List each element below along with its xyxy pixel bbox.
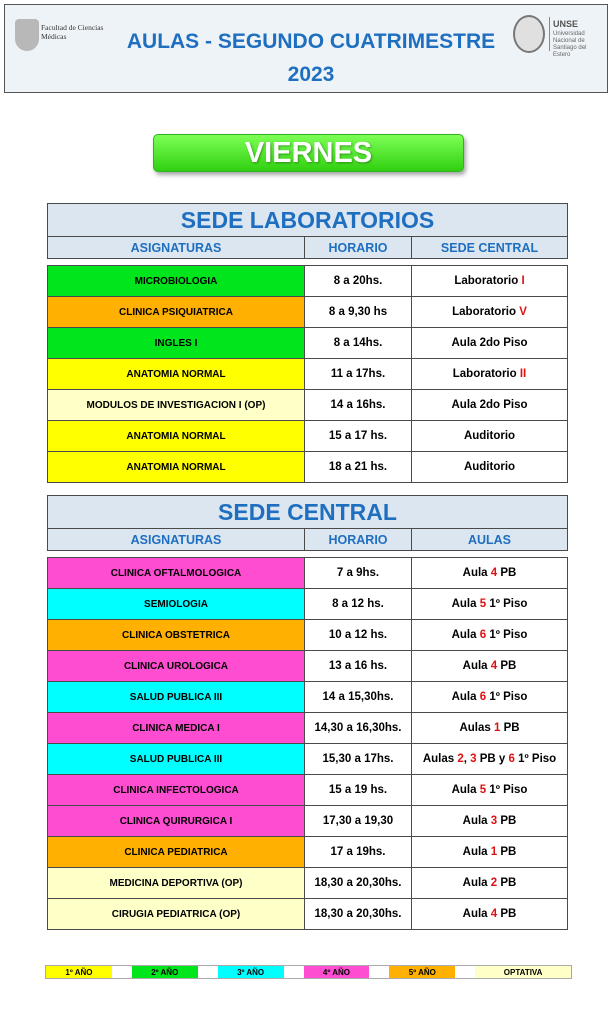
table-row	[48, 899, 568, 930]
room-number: 3	[470, 753, 477, 765]
table-row	[48, 359, 568, 390]
room-cell	[412, 868, 568, 899]
time-cell: 13 a 16 hs.	[305, 651, 412, 682]
table-row	[48, 651, 568, 682]
room-number: 3	[490, 815, 498, 827]
table-row	[48, 558, 568, 589]
room-cell	[412, 359, 568, 390]
time-cell: 14 a 15,30hs.	[305, 682, 412, 713]
table-row	[48, 266, 568, 297]
room-text: 1º Piso	[486, 784, 528, 796]
legend-spacer	[284, 966, 304, 978]
room-cell	[412, 744, 568, 775]
room-text: 1º Piso	[486, 629, 528, 641]
room-number: 1	[493, 722, 501, 734]
time-cell: 18 a 21 hs.	[305, 452, 412, 483]
room-text: Aula	[462, 846, 491, 858]
room-number: 2	[457, 753, 464, 765]
time-cell: 17,30 a 19,30	[305, 806, 412, 837]
room-text: Aula	[451, 629, 480, 641]
time-cell: 15 a 17 hs.	[305, 421, 412, 452]
time-cell: 18,30 a 20,30hs.	[305, 868, 412, 899]
table-row	[48, 390, 568, 421]
time-cell: 18,30 a 20,30hs.	[305, 899, 412, 930]
room-text: PB	[500, 722, 520, 734]
room-text: Laboratorio	[452, 306, 520, 318]
room-cell	[412, 589, 568, 620]
room-number: 1	[490, 846, 498, 858]
subject-cell: CLINICA QUIRURGICA I	[48, 806, 305, 837]
room-text: Aula	[451, 598, 480, 610]
room-text: Aulas	[422, 753, 458, 765]
time-cell: 15,30 a 17hs.	[305, 744, 412, 775]
legend-item: 1º AÑO	[46, 966, 112, 978]
time-cell: 11 a 17hs.	[305, 359, 412, 390]
subject-cell: ANATOMIA NORMAL	[48, 359, 305, 390]
room-cell	[412, 713, 568, 744]
time-cell: 10 a 12 hs.	[305, 620, 412, 651]
table-row	[48, 775, 568, 806]
legend-item: 2º AÑO	[132, 966, 198, 978]
unse-acronym: UNSE	[553, 19, 579, 29]
title-line-1: AULAS - SEGUNDO CUATRIMESTRE	[126, 30, 496, 53]
legend-spacer	[198, 966, 218, 978]
table-row	[48, 297, 568, 328]
lab-header-subjects: ASIGNATURAS	[48, 237, 305, 259]
room-text: Aulas	[459, 722, 494, 734]
room-text: ,	[463, 753, 471, 765]
room-text: 1º Piso	[486, 691, 528, 703]
page-title	[95, 25, 527, 91]
room-number: 6	[508, 753, 515, 765]
room-cell	[412, 558, 568, 589]
legend-item: OPTATIVA	[475, 966, 571, 978]
room-cell	[412, 899, 568, 930]
central-section-title: SEDE CENTRAL	[48, 496, 568, 529]
subject-cell: CLINICA UROLOGICA	[48, 651, 305, 682]
unse-full-name: Universidad Nacional de Santiago del Estero	[553, 31, 587, 58]
room-text: Aula	[462, 908, 491, 920]
subject-cell: SALUD PUBLICA III	[48, 744, 305, 775]
university-seal-icon	[513, 15, 545, 53]
legend-item: 5º AÑO	[389, 966, 455, 978]
time-cell: 8 a 14hs.	[305, 328, 412, 359]
table-row	[48, 837, 568, 868]
room-number: 4	[490, 567, 498, 579]
header-banner	[4, 4, 608, 93]
time-cell: 8 a 12 hs.	[305, 589, 412, 620]
subject-cell: CLINICA OBSTETRICA	[48, 620, 305, 651]
subject-cell: SEMIOLOGIA	[48, 589, 305, 620]
room-text: Aula 2do Piso	[451, 399, 528, 411]
unse-logo	[513, 15, 605, 59]
room-text: PB	[497, 846, 517, 858]
room-cell	[412, 620, 568, 651]
room-text: PB	[497, 567, 517, 579]
subject-cell: ANATOMIA NORMAL	[48, 452, 305, 483]
table-row	[48, 713, 568, 744]
room-text: PB	[497, 908, 517, 920]
table-row	[48, 589, 568, 620]
room-text: 1º Piso	[486, 598, 528, 610]
room-number: 4	[490, 660, 498, 672]
subject-cell: CIRUGIA PEDIATRICA (OP)	[48, 899, 305, 930]
room-cell	[412, 775, 568, 806]
time-cell: 15 a 19 hs.	[305, 775, 412, 806]
subject-cell: CLINICA INFECTOLOGICA	[48, 775, 305, 806]
central-header-subjects: ASIGNATURAS	[48, 529, 305, 551]
room-cell	[412, 682, 568, 713]
subject-cell: CLINICA OFTALMOLOGICA	[48, 558, 305, 589]
title-line-2: 2023	[287, 63, 335, 86]
faculty-shield-icon	[15, 19, 39, 51]
room-number: I	[521, 275, 525, 287]
room-text: Aula	[451, 784, 480, 796]
room-cell	[412, 266, 568, 297]
room-cell	[412, 390, 568, 421]
room-cell	[412, 297, 568, 328]
legend-item: 3º AÑO	[218, 966, 284, 978]
legend-spacer	[369, 966, 389, 978]
room-text: PB	[497, 660, 517, 672]
table-row	[48, 868, 568, 899]
time-cell: 14 a 16hs.	[305, 390, 412, 421]
table-row	[48, 452, 568, 483]
legend-item: 4º AÑO	[304, 966, 370, 978]
central-header-time: HORARIO	[305, 529, 412, 551]
table-row	[48, 806, 568, 837]
room-number: 6	[479, 691, 487, 703]
room-text: Aula	[462, 567, 491, 579]
room-number: 6	[479, 629, 487, 641]
subject-cell: SALUD PUBLICA III	[48, 682, 305, 713]
time-cell: 8 a 9,30 hs	[305, 297, 412, 328]
room-number: 5	[479, 598, 487, 610]
lab-schedule-table	[47, 203, 568, 483]
room-text: Auditorio	[463, 430, 516, 442]
room-text: PB y	[476, 753, 509, 765]
faculty-name: Facultad de Ciencias Médicas	[41, 23, 104, 41]
room-text: 1º Piso	[514, 753, 557, 765]
central-header-room: AULAS	[412, 529, 568, 551]
room-text: PB	[497, 877, 517, 889]
room-text: Aula	[462, 660, 491, 672]
room-number: II	[519, 368, 527, 380]
room-number: 4	[490, 908, 498, 920]
room-text: Aula	[451, 691, 480, 703]
subject-cell: MICROBIOLOGIA	[48, 266, 305, 297]
room-cell	[412, 806, 568, 837]
room-cell	[412, 328, 568, 359]
room-number: 5	[479, 784, 487, 796]
lab-section-title: SEDE LABORATORIOS	[48, 204, 568, 237]
time-cell: 14,30 a 16,30hs.	[305, 713, 412, 744]
room-text: PB	[497, 815, 517, 827]
day-button[interactable]: VIERNES	[153, 134, 464, 172]
legend-spacer	[455, 966, 475, 978]
subject-cell: ANATOMIA NORMAL	[48, 421, 305, 452]
room-text: Aula	[462, 815, 491, 827]
logo-divider	[549, 17, 550, 51]
subject-cell: MEDICINA DEPORTIVA (OP)	[48, 868, 305, 899]
time-cell: 8 a 20hs.	[305, 266, 412, 297]
room-text: Aula 2do Piso	[451, 337, 528, 349]
room-cell	[412, 421, 568, 452]
central-schedule-table	[47, 495, 568, 930]
room-cell	[412, 837, 568, 868]
room-text: Laboratorio	[452, 368, 520, 380]
lab-header-room: SEDE CENTRAL	[412, 237, 568, 259]
room-text: Aula	[462, 877, 491, 889]
table-row	[48, 620, 568, 651]
time-cell: 7 a 9hs.	[305, 558, 412, 589]
room-number: 2	[490, 877, 498, 889]
room-cell	[412, 452, 568, 483]
table-row	[48, 682, 568, 713]
table-row	[48, 328, 568, 359]
table-row	[48, 421, 568, 452]
room-cell	[412, 651, 568, 682]
room-text: Laboratorio	[454, 275, 522, 287]
legend-spacer	[112, 966, 132, 978]
subject-cell: INGLES I	[48, 328, 305, 359]
subject-cell: MODULOS DE INVESTIGACION I (OP)	[48, 390, 305, 421]
room-text: Auditorio	[463, 461, 516, 473]
subject-cell: CLINICA PEDIATRICA	[48, 837, 305, 868]
subject-cell: CLINICA MEDICA I	[48, 713, 305, 744]
table-row	[48, 744, 568, 775]
time-cell: 17 a 19hs.	[305, 837, 412, 868]
room-number: V	[519, 306, 527, 318]
year-legend	[45, 965, 572, 979]
subject-cell: CLINICA PSIQUIATRICA	[48, 297, 305, 328]
lab-header-time: HORARIO	[305, 237, 412, 259]
